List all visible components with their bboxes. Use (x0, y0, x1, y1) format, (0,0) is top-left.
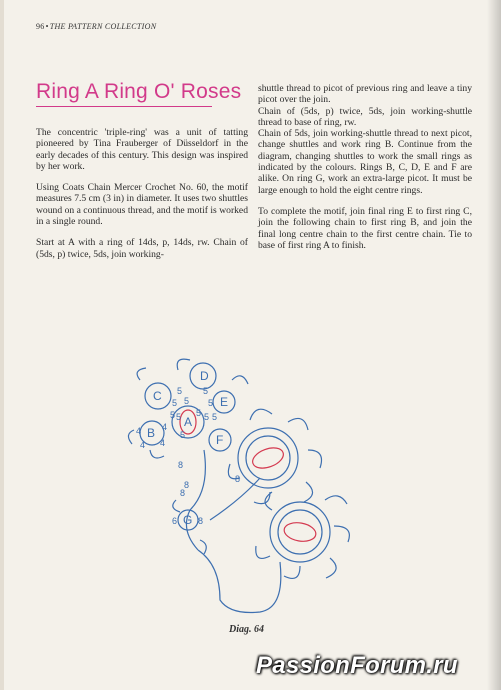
count-5: 5 (172, 398, 178, 408)
count-8: 8 (198, 516, 204, 526)
count-5: 5 (204, 412, 210, 422)
page-gutter-shadow (487, 0, 501, 690)
count-4: 4 (160, 438, 166, 448)
label-a: A (184, 415, 193, 429)
diagram-caption: Diag. 64 (229, 624, 264, 635)
start-paragraph: Start at A with a ring of 14ds, p, 14ds, rw. Chain of (5ds, p) twice, 5ds, join working- (36, 237, 248, 260)
count-5: 5 (180, 430, 186, 440)
triple-ring-1-outer (238, 428, 298, 488)
title-underline (36, 106, 212, 107)
left-column (36, 127, 248, 270)
count-8: 8 (180, 488, 186, 498)
label-c: C (153, 389, 162, 403)
header-dot: • (45, 22, 49, 31)
label-d: D (200, 369, 209, 383)
count-4: 4 (162, 422, 168, 432)
page-number: 96 (36, 22, 45, 31)
count-5: 5 (203, 386, 209, 396)
count-4: 4 (136, 426, 142, 436)
count-6: 6 (172, 516, 178, 526)
running-header (36, 22, 156, 31)
count-5: 5 (170, 410, 176, 420)
g-picots (173, 500, 206, 554)
triple-ring-1-mid (246, 436, 290, 480)
right-column (258, 83, 472, 261)
count-5: 5 (196, 408, 202, 418)
count-4: 4 (140, 440, 146, 450)
triple-ring-1-inner (250, 444, 286, 472)
leaf-rings (228, 409, 349, 578)
count-5: 5 (184, 396, 190, 406)
label-b: B (147, 426, 156, 440)
finish-paragraph: To complete the motif, join final ring E to first ring C, join the following chain to first ring B, and join the final long centre chain to the first centre chain. Tie to base of first ring A to finish. (258, 205, 472, 251)
tatting-diagram (120, 350, 380, 625)
materials-paragraph: Using Coats Chain Mercer Crochet No. 60, the motif measures 7.5 cm (3 in) in diameter. It uses two shuttles wound on a continuous thread, and the motif is worked in a single round. (36, 182, 248, 228)
triple-ring-2-inner (283, 520, 318, 543)
continued-paragraph: shuttle thread to picot of previous ring and leave a tiny picot over the join. (258, 83, 472, 106)
centre-chain (198, 550, 281, 613)
label-g: G (183, 513, 193, 527)
chain-8-left (186, 450, 205, 550)
watermark: PassionForum.ru (256, 652, 458, 679)
section-name: THE PATTERN COLLECTION (49, 22, 157, 31)
label-f: F (216, 433, 224, 447)
count-5: 5 (177, 386, 183, 396)
triple-ring-2-outer (270, 502, 330, 562)
count-8: 8 (235, 474, 241, 484)
intro-paragraph: The concentric 'triple-ring' was a unit of tatting pioneered by Tina Frauberger of Düsseldorf in the early decades of this century. This design was inspired by her work. (36, 127, 248, 172)
chain-paragraph: Chain of (5ds, p) twice, 5ds, join working-shuttle thread to base of ring, rw. (258, 105, 472, 128)
rings-paragraph: Chain of 5ds, join working-shuttle thread to next picot, change shuttles and work ring B. Continue from the diagram, changing shuttles to work the small rings as indicated by the colours. Rings B, C, D, E and F are alike. On ring G, work an extra-large picot. It must be large enough to hold the eight centre rings. (258, 128, 472, 196)
pattern-title: Ring A Ring O' Roses (36, 80, 242, 103)
label-e: E (220, 395, 229, 409)
count-5: 5 (208, 398, 214, 408)
count-5: 5 (176, 412, 182, 422)
count-8: 8 (184, 480, 190, 490)
count-5: 5 (212, 412, 218, 422)
count-8: 8 (178, 460, 184, 470)
